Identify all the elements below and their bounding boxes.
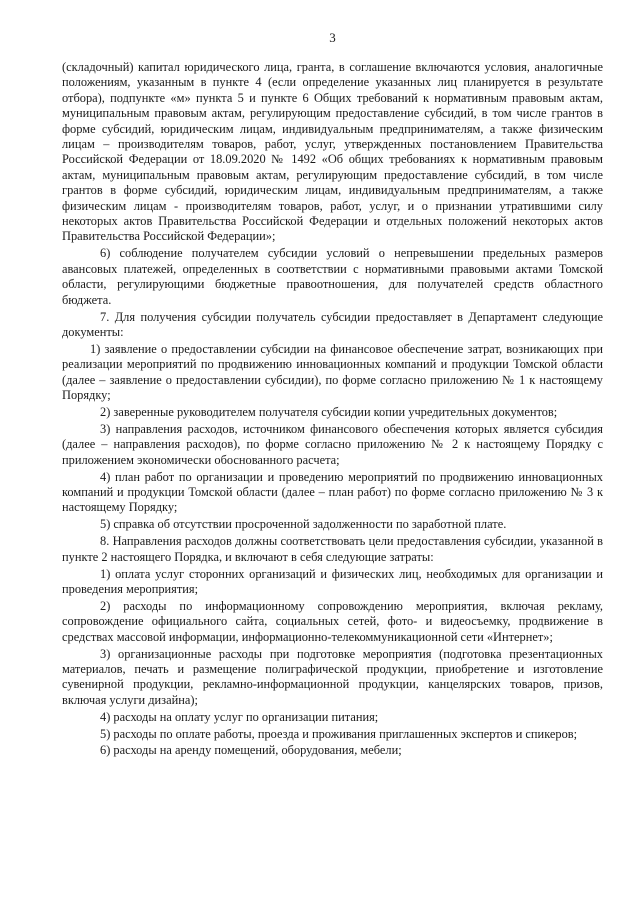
body-text [62, 60, 603, 759]
paragraph-section-8: 8. Направления расходов должны соответствовать цели предоставления субсидии, указанной в пункте 2 настоящего Порядка, и включают в себя следующие затраты: [62, 534, 603, 564]
paragraph-8-item-6: 6) расходы на аренду помещений, оборудования, мебели; [100, 743, 402, 758]
paragraph-7-item-5: 5) справка об отсутствии просроченной задолженности по заработной плате. [100, 517, 507, 532]
paragraph-8-item-5: 5) расходы по оплате работы, проезда и проживания приглашенных экспертов и спикеров; [100, 726, 578, 741]
paragraph-7-item-2: 2) заверенные руководителем получателя субсидии копии учредительных документов; [100, 404, 558, 419]
paragraph-8-item-1: 1) оплата услуг сторонних организаций и физических лиц, необходимых для организации и проведения мероприятия; [62, 566, 603, 596]
page-number: 3 [329, 30, 336, 45]
paragraph-item-6: 6) соблюдение получателем субсидии условий о непревышении предельных размеров авансовых платежей, определенных в соответствии с нормативными правовыми актами Томской области, регулирующими бюджетные правоотношения, для получателей средств областного бюджета. [62, 246, 603, 307]
paragraph-8-item-2: 2) расходы по информационному сопровождению мероприятия, включая рекламу, сопровождение официального сайта, социальных сетей, фото- и видеосъемку, продвижение в средствах массовой информации, информационно-телекоммуникационной сети «Интернет»; [62, 598, 603, 644]
paragraph-section-7: 7. Для получения субсидии получатель субсидии предоставляет в Департамент следующие документы: [62, 309, 603, 339]
paragraph-8-item-3: 3) организационные расходы при подготовке мероприятия (подготовка презентационных материалов, печать и размещение полиграфической продукции, приобретение и изготовление сувенирной продукции, рекламно-информационной продукции, канцелярских товаров, призов, включая услуги дизайна); [62, 646, 603, 707]
paragraph-7-item-3: 3) направления расходов, источником финансового обеспечения которых является субсидия (далее – направления расходов), по форме согласно приложению № 2 к настоящему Порядку с приложением экономически обоснованного расчета; [62, 421, 603, 467]
paragraph-continuation: (складочный) капитал юридического лица, гранта, в соглашение включаются условия, аналогичные положениям, указанным в пункте 4 (если определение указанных лиц планируется в результате отбора), подпункте «м» пункта 5 и пункте 6 Общих требований к нормативным правовым актам, муниципальным правовым актам, регулирующим предоставление субсидий, в том числе грантов в форме субсидий, юридическим лицам, индивидуальным предпринимателям, а также физическим лицам – производителям товаров, работ, услуг, утвержденных постановлением Правительства Российской Федерации от 18.09.2020 № 1492 «Об общих требованиях к нормативным правовым актам, муниципальным правовым актам, регулирующим предоставление субсидий, в том числе грантов в форме субсидий, юридическим лицам, индивидуальным предпринимателям, а также физическим лицам - производителям товаров, работ, услуг, и о признании утратившими силу некоторых актов Правительства Российской Федерации и отдельных положений некоторых актов Правительства Российской Федерации»; [62, 60, 603, 244]
paragraph-7-item-1: 1) заявление о предоставлении субсидии на финансовое обеспечение затрат, возникающих при реализации мероприятий по продвижению инновационных компаний и продукции Томской области (далее – заявление о предоставлении субсидии), по форме согласно приложению № 1 к настоящему Порядку; [62, 341, 603, 403]
paragraph-7-item-4: 4) план работ по организации и проведению мероприятий по продвижению инновационных компаний и продукции Томской области (далее – план работ) по форме согласно приложению № 3 к настоящему Порядку; [62, 469, 603, 515]
paragraph-8-item-4: 4) расходы на оплату услуг по организации питания; [100, 709, 379, 724]
